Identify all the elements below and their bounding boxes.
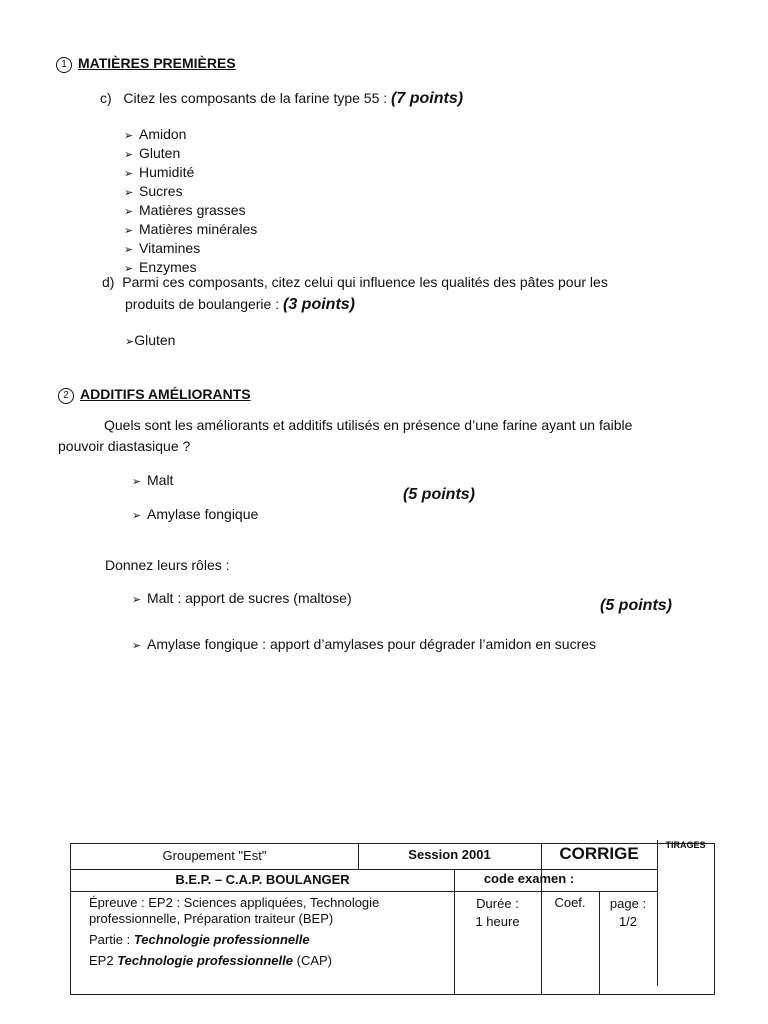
arrow-bullet-icon: ➢ [124, 244, 134, 256]
section-1-title: MATIÈRES PREMIÈRES [78, 55, 236, 71]
section-2-points-1: (5 points) [403, 486, 475, 503]
question-d-line1: Parmi ces composants, citez celui qui influence les qualités des pâtes pour les [122, 274, 608, 290]
composant-item [124, 183, 257, 202]
page-value: 1/2 [618, 914, 638, 929]
arrow-bullet-icon: ➢ [124, 187, 134, 199]
page-label: page : [609, 896, 647, 911]
partie-label: Partie : [89, 932, 131, 947]
answer-malt [132, 472, 173, 488]
answer-malt-text: Malt [147, 472, 174, 488]
question-c-text: Citez les composants de la farine type 55 : [123, 90, 388, 106]
diploma-cell: B.E.P. – C.A.P. BOULANGER [175, 872, 350, 887]
composant-text: Matières grasses [139, 202, 246, 218]
code-examen-cell: code examen : [483, 871, 575, 886]
session-cell: Session 2001 [408, 847, 491, 862]
question-d-letter: d) [102, 274, 115, 290]
partie-line [89, 932, 454, 948]
arrow-bullet-icon: ➢ [124, 168, 134, 180]
section-2-heading [58, 386, 251, 404]
section-2-points-2: (5 points) [600, 597, 672, 614]
role-malt-text: Malt : apport de sucres (maltose) [147, 590, 352, 606]
section-1-number: 1 [56, 57, 72, 73]
composant-text: Matières minérales [139, 221, 258, 237]
arrow-bullet-icon: ➢ [132, 476, 142, 488]
coef-cell: Coef. [554, 895, 586, 910]
groupement-cell: Groupement "Est" [162, 848, 267, 863]
tirages-cell: TIRAGES [665, 840, 706, 850]
composant-text: Gluten [139, 145, 181, 161]
arrow-bullet-icon: ➢ [132, 594, 142, 606]
exam-footer-table [70, 840, 715, 995]
section-2-number: 2 [58, 388, 74, 404]
role-amylase-text: Amylase fongique : apport d’amylases pour dégrader l’amidon en sucres [147, 636, 597, 652]
question-c [100, 90, 463, 108]
composant-item [124, 126, 257, 145]
epreuve-line1: Épreuve : EP2 : Sciences appliquées, Technologie [89, 895, 380, 910]
page-cell [599, 895, 657, 931]
arrow-bullet-icon: ➢ [124, 130, 134, 142]
epreuve-cell [89, 895, 454, 969]
answer-d-text: Gluten [134, 332, 176, 348]
ep2-label: EP2 [89, 953, 114, 968]
arrow-bullet-icon: ➢ [125, 336, 135, 348]
role-malt [132, 590, 352, 606]
roles-label: Donnez leurs rôles : [105, 557, 230, 573]
arrow-bullet-icon: ➢ [132, 510, 142, 522]
answer-d [125, 332, 175, 348]
section-2-question-line2: pouvoir diastasique ? [58, 438, 191, 454]
composant-text: Humidité [139, 164, 195, 180]
composant-item [124, 164, 257, 183]
composant-text: Sucres [139, 183, 183, 199]
composant-item [124, 240, 257, 259]
composant-item [124, 221, 257, 240]
duree-cell [454, 895, 541, 931]
corrige-cell: CORRIGE [559, 844, 639, 863]
arrow-bullet-icon: ➢ [124, 263, 134, 275]
role-amylase [132, 636, 596, 652]
question-d [102, 274, 608, 290]
arrow-bullet-icon: ➢ [132, 640, 142, 652]
section-2-title: ADDITIFS AMÉLIORANTS [80, 386, 251, 402]
composant-text: Amidon [139, 126, 187, 142]
composant-item [124, 202, 257, 221]
duree-label: Durée : [476, 896, 519, 911]
composant-item [124, 145, 257, 164]
composant-text: Enzymes [139, 259, 197, 275]
composant-text: Vitamines [139, 240, 201, 256]
question-d-points: (3 points) [283, 296, 355, 313]
section-2-question-line1: Quels sont les améliorants et additifs utilisés en présence d’une farine ayant un faible [104, 417, 633, 433]
composants-list [124, 126, 257, 278]
answer-amylase-text: Amylase fongique [147, 506, 259, 522]
question-c-letter: c) [100, 90, 112, 106]
duree-value: 1 heure [475, 914, 520, 929]
ep2-suffix: (CAP) [296, 953, 332, 968]
question-d-line2: produits de boulangerie : [125, 296, 280, 312]
question-d-continued [125, 296, 355, 314]
ep2-line [89, 953, 454, 969]
arrow-bullet-icon: ➢ [124, 149, 134, 161]
ep2-value: Technologie professionnelle [117, 953, 293, 968]
question-c-points: (7 points) [391, 90, 464, 107]
arrow-bullet-icon: ➢ [124, 225, 134, 237]
arrow-bullet-icon: ➢ [124, 206, 134, 218]
epreuve-line2: professionnelle, Préparation traiteur (BEP) [89, 911, 334, 926]
answer-amylase [132, 506, 258, 522]
partie-value: Technologie professionnelle [133, 932, 310, 947]
section-1-heading [56, 55, 236, 73]
